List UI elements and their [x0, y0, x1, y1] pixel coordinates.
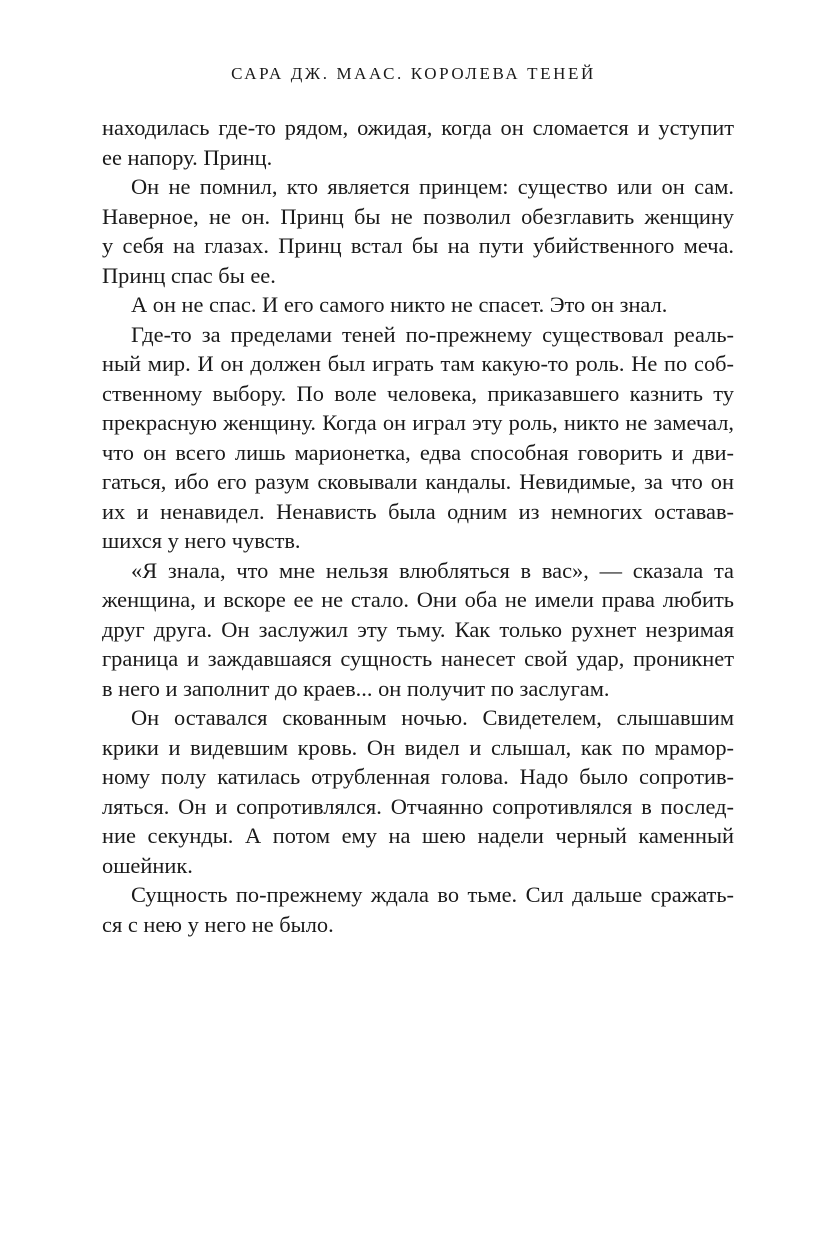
text-line: Сущность по-прежнему ждала во тьме. Сил дальше сражать- — [131, 882, 734, 907]
text-line: ный мир. И он должен был играть там какую-то роль. Не по соб- — [102, 351, 734, 376]
text-line: Он оставался скованным ночью. Свидетелем, слышавшим — [131, 705, 734, 730]
text-line: ние секунды. А потом ему на шею надели черный каменный — [102, 823, 734, 848]
text-line: женщина, и вскоре ее не стало. Они оба не имели права любить — [102, 587, 734, 612]
text-line: граница и заждавшаяся сущность нанесет свой удар, проникнет — [102, 646, 734, 671]
text-line: Где-то за пределами теней по-прежнему существовал реаль- — [131, 321, 734, 347]
text-line: прекрасную женщину. Когда он играл эту роль, никто не замечал, — [102, 410, 734, 435]
text-line: А он не спас. И его самого никто не спасет. Это он знал. — [131, 292, 668, 317]
text-line: крики и видевшим кровь. Он видел и слышал, как по мрамор- — [102, 734, 734, 760]
text-line: их и ненавидел. Ненависть была одним из немногих оставав- — [102, 498, 734, 524]
text-line: шихся у него чувств. — [102, 528, 301, 553]
text-line: у себя на глазах. Принц встал бы на пути убийственного меча. — [102, 233, 734, 258]
text-line: ся с нею у него не было. — [102, 911, 334, 937]
text-line: Принц спас бы ее. — [102, 262, 276, 288]
text-line: ному полу катилась отрубленная голова. Надо было сопротив- — [102, 764, 734, 789]
running-head: САРА ДЖ. МААС. КОРОЛЕВА ТЕНЕЙ — [231, 64, 596, 83]
body-text — [102, 113, 734, 939]
text-line: ошейник. — [102, 852, 193, 878]
text-line: что он всего лишь марионетка, едва способная говорить и дви- — [102, 439, 734, 465]
text-line: Наверное, не он. Принц бы не позволил обезглавить женщину — [102, 203, 734, 229]
text-line: «Я знала, что мне нельзя влюбляться в вас», — сказала та — [131, 557, 734, 583]
text-line: Он не помнил, кто является принцем: существо или он сам. — [131, 174, 734, 199]
text-line: ляться. Он и сопротивлялся. Отчаянно сопротивлялся в послед- — [102, 793, 734, 819]
text-line: ее напору. Принц. — [102, 144, 273, 170]
text-line: друг друга. Он заслужил эту тьму. Как только рухнет незримая — [102, 616, 734, 642]
text-line: гаться, ибо его разум сковывали кандалы. Невидимые, за что он — [102, 469, 734, 494]
text-line: находилась где-то рядом, ожидая, когда он сломается и уступит — [102, 115, 734, 140]
text-line: ственному выбору. По воле человека, приказавшего казнить ту — [102, 380, 734, 406]
text-line: в него и заполнит до краев... он получит по заслугам. — [102, 675, 610, 701]
